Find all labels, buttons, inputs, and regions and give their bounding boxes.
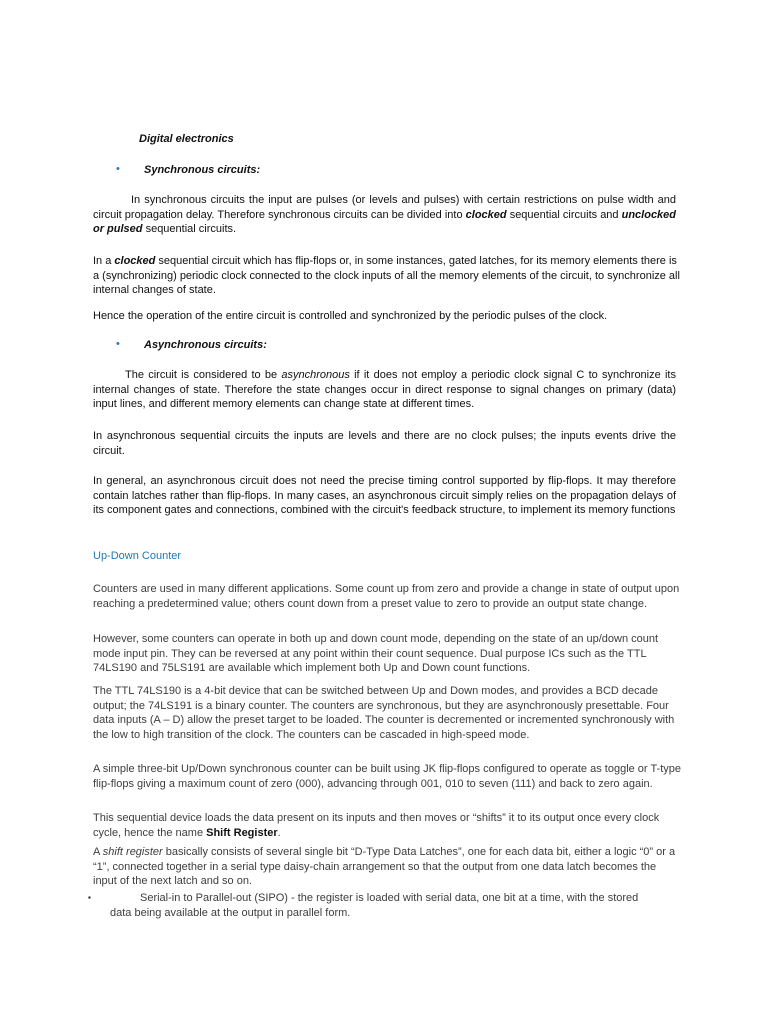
bullet-icon: •: [116, 163, 120, 175]
text-run: if it does not employ a periodic clock signal C to synchronize its internal changes of state. Therefore the state changes occur in direct response to signal changes on primary (data) input lines, and different memory elements can change state at different times.: [93, 369, 676, 410]
section-heading-asynchronous: Asynchronous circuits:: [144, 339, 267, 351]
text-run: basically consists of several single bit “D-Type Data Latches”, one for each data bit, either a logic “0” or a “1”, connected together in a serial type daisy-chain arrangement so that the output from one data latch becomes the input of the next latch and so on.: [93, 846, 676, 887]
text-run: A: [93, 846, 103, 858]
emphasis: clocked: [114, 255, 156, 267]
text-run: In a: [93, 255, 115, 267]
emphasis: clocked: [465, 208, 507, 221]
text-run: sequential circuits.: [142, 223, 237, 235]
emphasis: shift register: [102, 846, 163, 858]
text-run: sequential circuit which has flip-flops or, in some instances, gated latches, for its memory elements there is a (synchronizing) periodic clock connected to the clock inputs of all the memory elements of the circuit, to synchronize all internal changes of state.: [93, 255, 680, 296]
text-run: sequential circuits and: [506, 208, 622, 221]
doc-title: Digital electronics: [139, 133, 234, 145]
list-item: Serial-in to Parallel-out (SIPO) - the register is loaded with serial data, one bit at a time, with the stored data being available at the output in parallel form.: [110, 892, 639, 919]
text-run: In synchronous circuits the input are pulses (or levels and pulses) with certain restrictions on pulse width and circuit propagation delay. Therefore synchronous circuits can be divided into: [93, 194, 676, 221]
section-heading-synchronous: Synchronous circuits:: [144, 164, 261, 176]
text-run: This sequential device loads the data present on its inputs and then moves or “shifts” it to its output once every clock cycle, hence the name: [93, 812, 660, 839]
paragraph: In asynchronous sequential circuits the inputs are levels and there are no clock pulses; the inputs events drive the circuit.: [93, 430, 676, 457]
section-heading-counter: Up-Down Counter: [93, 550, 182, 562]
text-run: .: [277, 826, 281, 839]
paragraph: [93, 368, 676, 412]
paragraph: In general, an asynchronous circuit does not need the precise timing control supported by flip-flops. It may therefore contain latches rather than flip-flops. In many cases, an asynchronous circuit simply relies on the propagation delays of its component gates and connections, combined with the circuit's feedback structure, to implement its memory functions: [93, 475, 676, 516]
bullet-icon: •: [116, 338, 120, 350]
paragraph: A simple three-bit Up/Down synchronous counter can be built using JK flip-flops configured to operate as toggle or T-type flip-flops giving a maximum count of zero (000), advancing through 001, 010 to seven (111) and back to zero again.: [93, 763, 682, 790]
emphasis: unclocked or pulsed: [93, 208, 677, 235]
paragraph: [93, 845, 683, 889]
paragraph: However, some counters can operate in both up and down count mode, depending on the state of an up/down count mode input pin. They can be reversed at any point within their count sequence. Dual purpose ICs such as the TTL 74LS190 and 75LS191 are available which implement both Up and Down count functions.: [93, 633, 659, 674]
paragraph: Hence the operation of the entire circuit is controlled and synchronized by the periodic pulses of the clock.: [93, 310, 608, 322]
paragraph: Counters are used in many different applications. Some count up from zero and provide a change in state of output upon reaching a predetermined value; others count down from a preset value to zero to provide an output state change.: [93, 583, 680, 610]
emphasis: Shift Register: [206, 826, 278, 839]
paragraph: [93, 193, 676, 237]
paragraph: [93, 254, 683, 298]
emphasis: asynchronous: [281, 369, 350, 381]
paragraph: The TTL 74LS190 is a 4-bit device that can be switched between Up and Down modes, and provides a BCD decade output; the 74LS191 is a binary counter. The counters are synchronous, but they are asynchronously presettable. Four data inputs (A – D) allow the preset target to be loaded. The counter is decremented or incremented synchronously with the low to high transition of the clock. The counters can be cascaded in high-speed mode.: [93, 685, 675, 741]
square-bullet-icon: ▪: [88, 893, 91, 902]
text-run: The circuit is considered to be: [125, 369, 282, 381]
paragraph: [93, 811, 683, 840]
